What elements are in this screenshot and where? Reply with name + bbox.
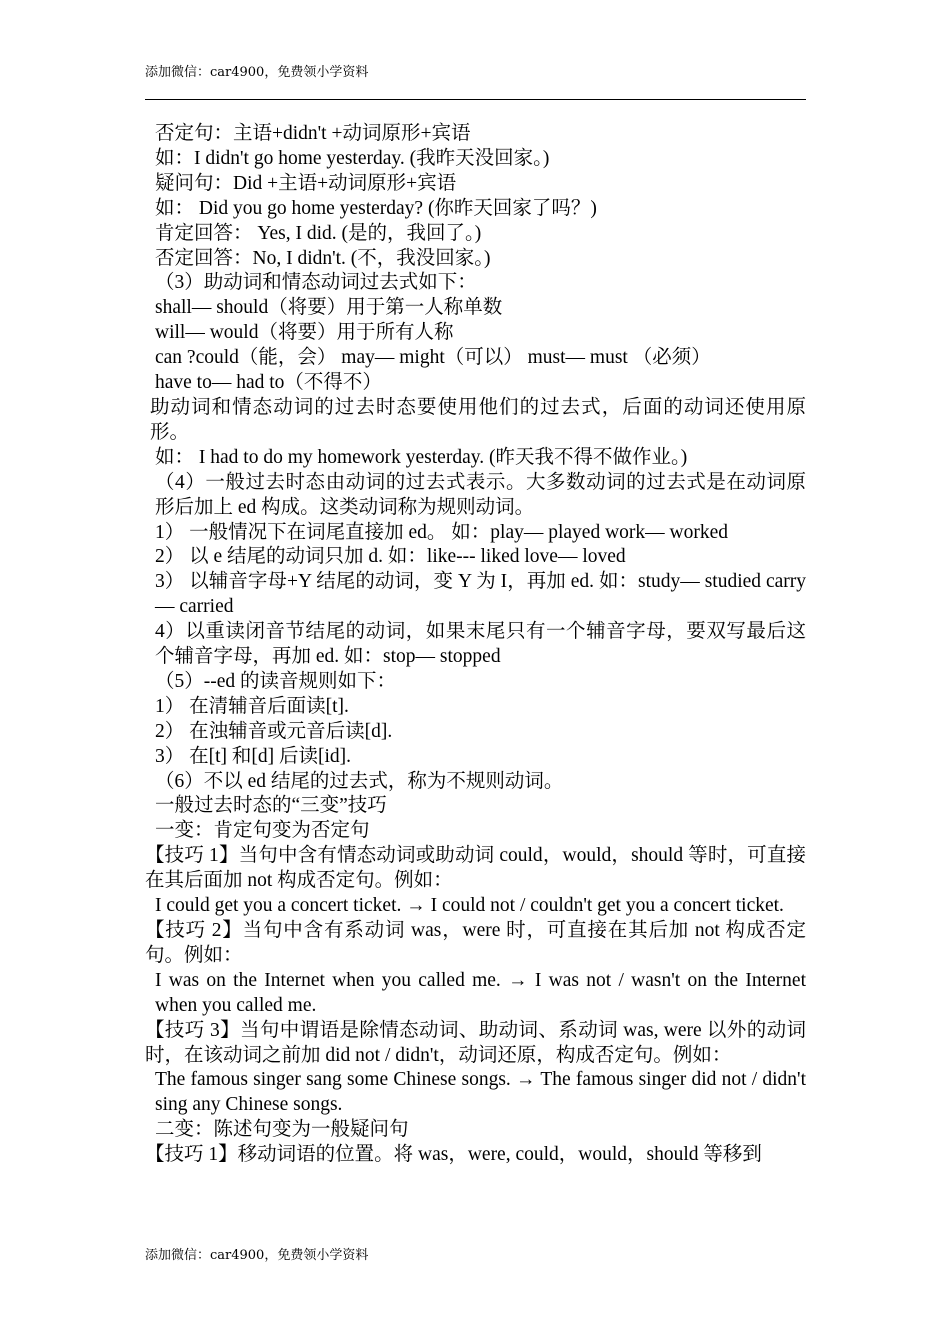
example-sentence: The famous singer sang some Chinese songs. → The famous singer did not / didn't sing any Chinese songs. bbox=[155, 1069, 806, 1116]
tip-paragraph: 【技巧 2】当句中含有系动词 was，were 时，可直接在其后加 not 构成否定句。例如： bbox=[145, 920, 806, 966]
paragraph: 助动词和情态动词的过去时态要使用他们的过去式，后面的动词还使用原形。 bbox=[150, 396, 806, 443]
list-item: 2） 以 e 结尾的动词只加 d. 如：like--- liked love— loved bbox=[155, 546, 626, 568]
list-item: 3） 在[t] 和[d] 后读[id]. bbox=[155, 745, 352, 767]
section-heading: （5）--ed 的读音规则如下： bbox=[155, 670, 397, 692]
list-item: 3） 以辅音字母+Y 结尾的动词，变 Y 为 I，再加 ed. 如：study— studied carry— carried bbox=[155, 571, 806, 618]
page-header: 添加微信：car4900，免费领小学资料 bbox=[145, 65, 369, 80]
document-body bbox=[145, 122, 806, 1168]
example-sentence: I could get you a concert ticket. → I could not / couldn't get you a concert ticket. bbox=[155, 895, 784, 917]
page-footer: 添加微信：car4900，免费领小学资料 bbox=[145, 1248, 369, 1263]
text-line: 否定句：主语+didn't +动词原形+宾语 bbox=[155, 123, 471, 144]
text-line: 疑问句：Did +主语+动词原形+宾语 bbox=[155, 172, 457, 194]
tip-paragraph: 【技巧 1】当句中含有情态动词或助动词 could，would，should 等时，可直接在其后面加 not 构成否定句。例如： bbox=[145, 845, 806, 892]
example-sentence: I was on the Internet when you called me. → I was not / wasn't on the Internet when you called me. bbox=[155, 969, 806, 1016]
section-heading: （6）不以 ed 结尾的过去式，称为不规则动词。 bbox=[155, 770, 564, 792]
list-item: 4）以重读闭音节结尾的动词，如果末尾只有一个辅音字母，要双写最后这个辅音字母，再加 ed. 如：stop— stopped bbox=[155, 621, 806, 668]
text-line: can ?could（能，会） may— might（可以） must— must （必须） bbox=[155, 347, 711, 369]
section-heading: （3）助动词和情态动词过去式如下： bbox=[155, 272, 477, 294]
subsection-heading: 一变：肯定句变为否定句 bbox=[155, 820, 370, 842]
text-line: 如： Did you go home yesterday? (你昨天回家了吗？) bbox=[155, 197, 597, 219]
text-line: have to— had to（不得不） bbox=[155, 372, 382, 394]
section-heading: 一般过去时态的“三变”技巧 bbox=[155, 795, 387, 817]
text-line: shall— should（将要）用于第一人称单数 bbox=[155, 297, 503, 319]
list-item: 2） 在浊辅音或元音后读[d]. bbox=[155, 720, 393, 742]
tip-paragraph: 【技巧 3】当句中谓语是除情态动词、助动词、系动词 was, were 以外的动词时，在该动词之前加 did not / didn't，动词还原，构成否定句。例如： bbox=[145, 1019, 806, 1066]
text-line: 肯定回答： Yes, I did. (是的，我回了。) bbox=[155, 222, 482, 244]
text-line: will— would（将要）用于所有人称 bbox=[155, 322, 454, 344]
text-line: 如：I didn't go home yesterday. (我昨天没回家。) bbox=[155, 147, 550, 169]
text-line: 如： I had to do my homework yesterday. (昨天我不得不做作业。) bbox=[155, 446, 688, 468]
header-divider bbox=[145, 99, 806, 100]
text-line: 否定回答：No, I didn't. (不，我没回家。) bbox=[155, 247, 491, 269]
subsection-heading: 二变：陈述句变为一般疑问句 bbox=[155, 1119, 409, 1141]
list-item: 1） 在清辅音后面读[t]. bbox=[155, 695, 349, 717]
section-heading: （4）一般过去时态由动词的过去式表示。大多数动词的过去式是在动词原形后加上 ed 构成。这类动词称为规则动词。 bbox=[155, 471, 806, 518]
tip-paragraph: 【技巧 1】移动词语的位置。将 was，were, could，would，should 等移到 bbox=[145, 1144, 762, 1166]
list-item: 1） 一般情况下在词尾直接加 ed。 如：play— played work— worked bbox=[155, 521, 729, 543]
